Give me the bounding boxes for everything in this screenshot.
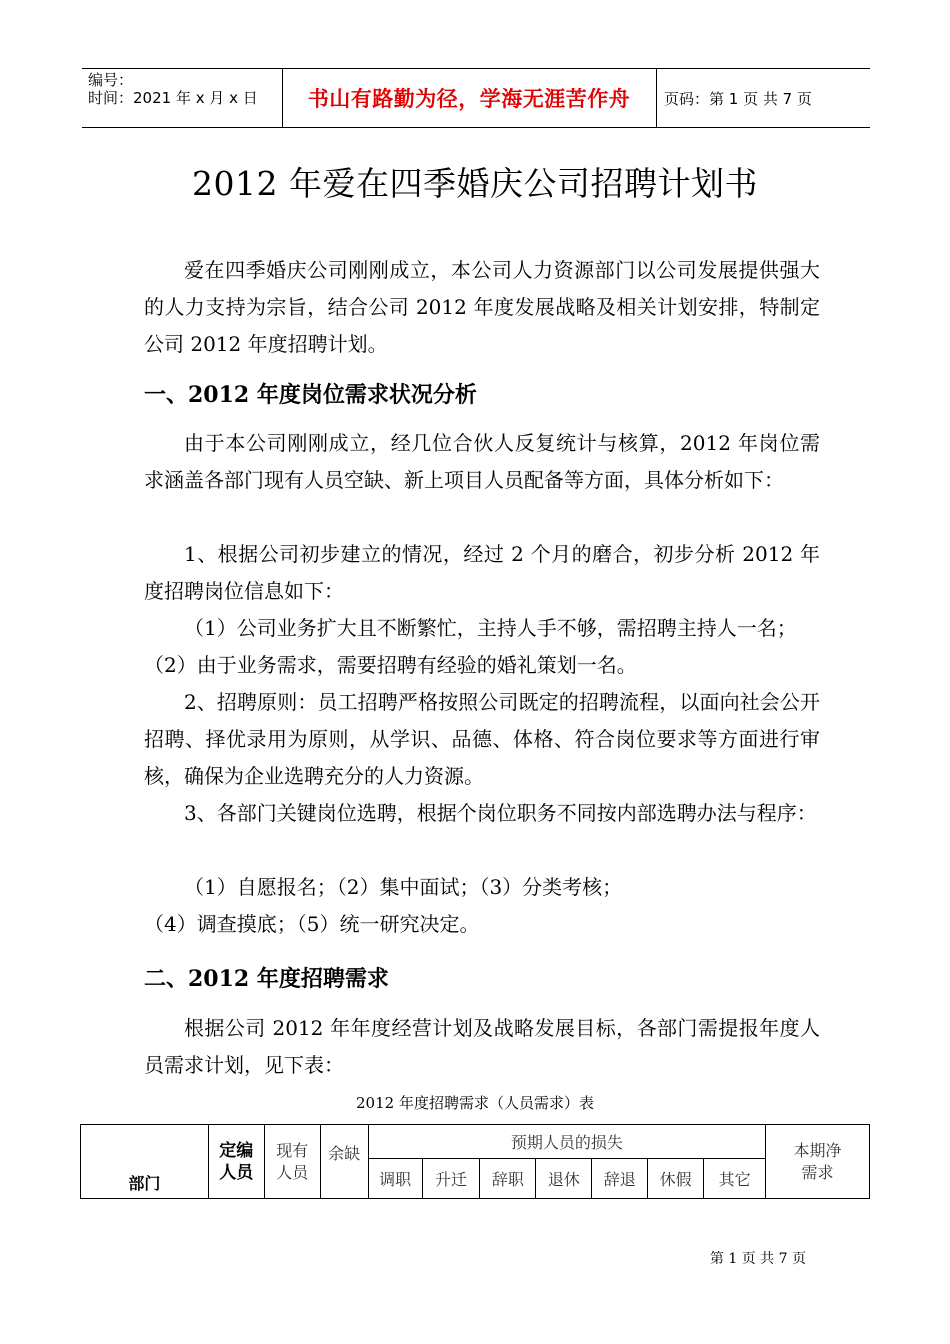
- th-current-staff: 现有人员: [264, 1125, 320, 1199]
- header-motto: 书山有路勤为径，学海无涯苦作舟: [307, 87, 631, 111]
- section2-paragraph-1: 根据公司 2012 年年度经营计划及战略发展目标，各部门需提报年度人员需求计划，见下表：: [144, 1016, 820, 1077]
- section1-steps-line-2: （4）调查摸底；（5）统一研究决定。: [144, 912, 480, 936]
- page-header: [82, 68, 870, 128]
- th-expected-loss: 预期人员的损失: [368, 1125, 765, 1159]
- th-fixed-staff: 定编人员: [208, 1125, 264, 1199]
- section1-paragraph-2: 1、根据公司初步建立的情况，经过 2 个月的磨合，初步分析 2012 年度招聘岗位信息如下：: [144, 542, 820, 603]
- section1-steps-line-1: （1）自愿报名；（2）集中面试；（3）分类考核；: [184, 875, 623, 899]
- table-caption: 2012 年度招聘需求（人员需求）表: [356, 1094, 594, 1112]
- header-divider-right: [656, 69, 657, 127]
- document-title: 2012 年爱在四季婚庆公司招聘计划书: [192, 164, 758, 203]
- intro-paragraph: 爱在四季婚庆公司刚刚成立，本公司人力资源部门以公司发展提供强大的人力支持为宗旨，结合公司 2012 年度发展战略及相关计划安排，特制定公司 2012 年度招聘计划。: [144, 258, 820, 356]
- section1-item-2: （2）由于业务需求，需要招聘有经验的婚礼策划一名。: [144, 653, 637, 677]
- th-department: 部门: [81, 1125, 209, 1199]
- page-footer: 第 1 页 共 7 页: [709, 1251, 806, 1267]
- section1-item-1: （1）公司业务扩大且不断繁忙，主持人手不够，需招聘主持人一名；: [184, 616, 797, 640]
- section1-heading: 一、2012 年度岗位需求状况分析: [144, 382, 477, 408]
- th-loss-transfer: 调职: [368, 1159, 422, 1199]
- th-loss-other: 其它: [704, 1159, 766, 1199]
- th-loss-resignation: 辞职: [480, 1159, 536, 1199]
- recruitment-table: [80, 1124, 870, 1199]
- header-page-info: 页码：第 1 页 共 7 页: [664, 89, 812, 108]
- th-loss-promotion: 升迁: [422, 1159, 480, 1199]
- header-meta: [88, 71, 258, 107]
- th-loss-retirement: 退休: [536, 1159, 592, 1199]
- section1-paragraph-4: 2、招聘原则：员工招聘严格按照公司既定的招聘流程，以面向社会公开招聘、择优录用为原则，从学识、品德、体格、符合岗位要求等方面进行审核，确保为企业选聘充分的人力资源。: [144, 690, 820, 788]
- th-loss-leave: 休假: [648, 1159, 704, 1199]
- th-gap: 余缺: [320, 1125, 368, 1199]
- section1-paragraph-5: 3、各部门关键岗位选聘，根据个岗位职务不同按内部选聘办法与程序：: [184, 801, 817, 825]
- th-net-demand: 本期净需求: [766, 1125, 870, 1199]
- section2-heading: 二、2012 年度招聘需求: [144, 966, 389, 992]
- number-label: 编号：: [88, 71, 134, 89]
- th-loss-dismissal: 辞退: [592, 1159, 648, 1199]
- time-label: 时间：2021 年 x 月 x 日: [88, 89, 258, 107]
- section1-paragraph-1: 由于本公司刚刚成立，经几位合伙人反复统计与核算，2012 年岗位需求涵盖各部门现有人员空缺、新上项目人员配备等方面，具体分析如下：: [144, 431, 820, 492]
